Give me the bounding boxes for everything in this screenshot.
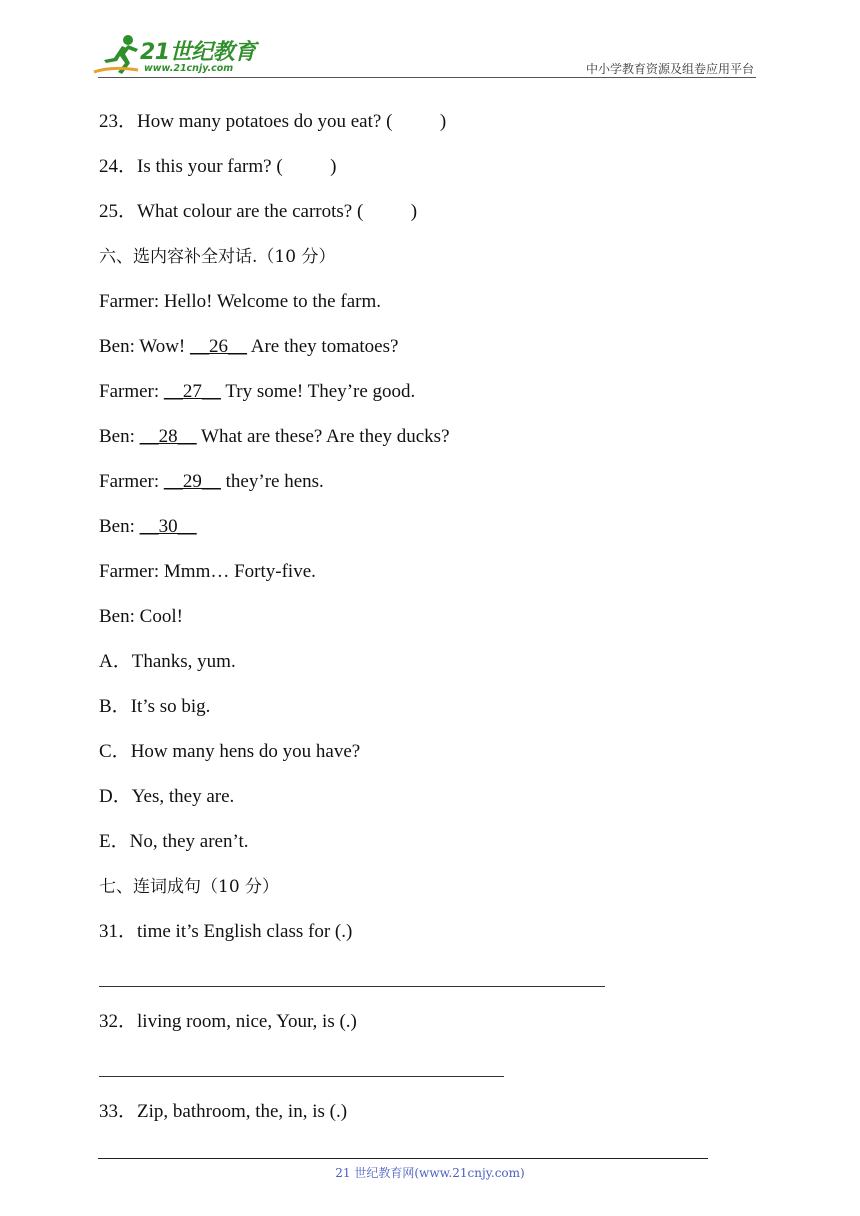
speaker: Ben: bbox=[99, 606, 135, 627]
dialogue-text: Try some! They’re good. bbox=[220, 381, 416, 402]
option-e bbox=[99, 830, 249, 854]
answer-line-31[interactable] bbox=[99, 986, 605, 987]
question-text: Is this your farm? ( ) bbox=[137, 156, 337, 177]
question-23 bbox=[99, 110, 446, 134]
dialogue-text: they’re hens. bbox=[220, 471, 324, 492]
option-letter: B． bbox=[99, 696, 131, 717]
speaker: Farmer: bbox=[99, 561, 160, 582]
blank-27[interactable]: __27__ bbox=[163, 381, 221, 402]
page-footer: 21 世纪教育网(www.21cnjy.com) bbox=[335, 1166, 525, 1180]
dialogue-text: What are these? Are they ducks? bbox=[196, 426, 450, 447]
header-divider bbox=[98, 77, 756, 78]
option-letter: A． bbox=[99, 651, 132, 672]
blank-29[interactable]: __29__ bbox=[163, 471, 221, 492]
dialogue-text: Cool! bbox=[134, 606, 183, 627]
question-number: 32． bbox=[99, 1011, 138, 1032]
dialogue-text: Wow! bbox=[134, 336, 191, 357]
question-number: 23． bbox=[99, 111, 138, 132]
dialogue-line bbox=[99, 605, 183, 629]
header-platform-name: 中小学教育资源及组卷应用平台 bbox=[585, 62, 754, 76]
question-number: 33． bbox=[99, 1101, 138, 1122]
question-33 bbox=[99, 1100, 347, 1124]
option-b bbox=[99, 695, 210, 719]
question-25 bbox=[99, 200, 417, 224]
question-number: 25． bbox=[99, 201, 138, 222]
option-a bbox=[99, 650, 236, 674]
option-c bbox=[99, 740, 360, 764]
section-6-title: 六、选内容补全对话.（10 分） bbox=[99, 247, 336, 267]
dialogue-text: Mmm… Forty-five. bbox=[159, 561, 316, 582]
option-letter: D． bbox=[99, 786, 132, 807]
option-d bbox=[99, 785, 234, 809]
question-text: How many potatoes do you eat? ( ) bbox=[137, 111, 447, 132]
speaker: Farmer: bbox=[99, 381, 160, 402]
dialogue-text: Are they tomatoes? bbox=[247, 336, 399, 357]
question-31 bbox=[99, 920, 352, 944]
option-text: Yes, they are. bbox=[131, 786, 235, 807]
dialogue-line bbox=[99, 515, 197, 539]
dialogue-text: Hello! Welcome to the farm. bbox=[159, 291, 381, 312]
logo bbox=[92, 32, 267, 78]
footer-divider bbox=[98, 1158, 708, 1159]
question-24 bbox=[99, 155, 336, 179]
dialogue-line bbox=[99, 560, 316, 584]
question-text: What colour are the carrots? ( ) bbox=[137, 201, 418, 222]
question-text: Zip, bathroom, the, in, is (.) bbox=[137, 1101, 348, 1122]
question-number: 31． bbox=[99, 921, 138, 942]
logo-text: 21世纪教育 bbox=[140, 40, 256, 65]
section-7-title: 七、连词成句（10 分） bbox=[99, 877, 280, 897]
page-header bbox=[0, 0, 860, 80]
question-number: 24． bbox=[99, 156, 138, 177]
dialogue-line bbox=[99, 380, 415, 404]
speaker: Ben: bbox=[99, 426, 135, 447]
option-text: It’s so big. bbox=[130, 696, 211, 717]
speaker: Ben: bbox=[99, 336, 135, 357]
speaker: Farmer: bbox=[99, 471, 160, 492]
option-text: No, they aren’t. bbox=[129, 831, 249, 852]
question-32 bbox=[99, 1010, 357, 1034]
blank-26[interactable]: __26__ bbox=[190, 336, 248, 357]
dialogue-line bbox=[99, 470, 324, 494]
option-text: How many hens do you have? bbox=[130, 741, 361, 762]
option-letter: E． bbox=[99, 831, 130, 852]
question-text: living room, nice, Your, is (.) bbox=[137, 1011, 357, 1032]
dialogue-line bbox=[99, 290, 381, 314]
blank-28[interactable]: __28__ bbox=[139, 426, 197, 447]
speaker: Farmer: bbox=[99, 291, 160, 312]
dialogue-line bbox=[99, 425, 450, 449]
logo-url: www.21cnjy.com bbox=[144, 63, 234, 74]
blank-30[interactable]: __30__ bbox=[139, 516, 197, 537]
speaker: Ben: bbox=[99, 516, 135, 537]
answer-line-32[interactable] bbox=[99, 1076, 504, 1077]
option-text: Thanks, yum. bbox=[131, 651, 236, 672]
question-text: time it’s English class for (.) bbox=[137, 921, 353, 942]
dialogue-line bbox=[99, 335, 398, 359]
option-letter: C． bbox=[99, 741, 131, 762]
